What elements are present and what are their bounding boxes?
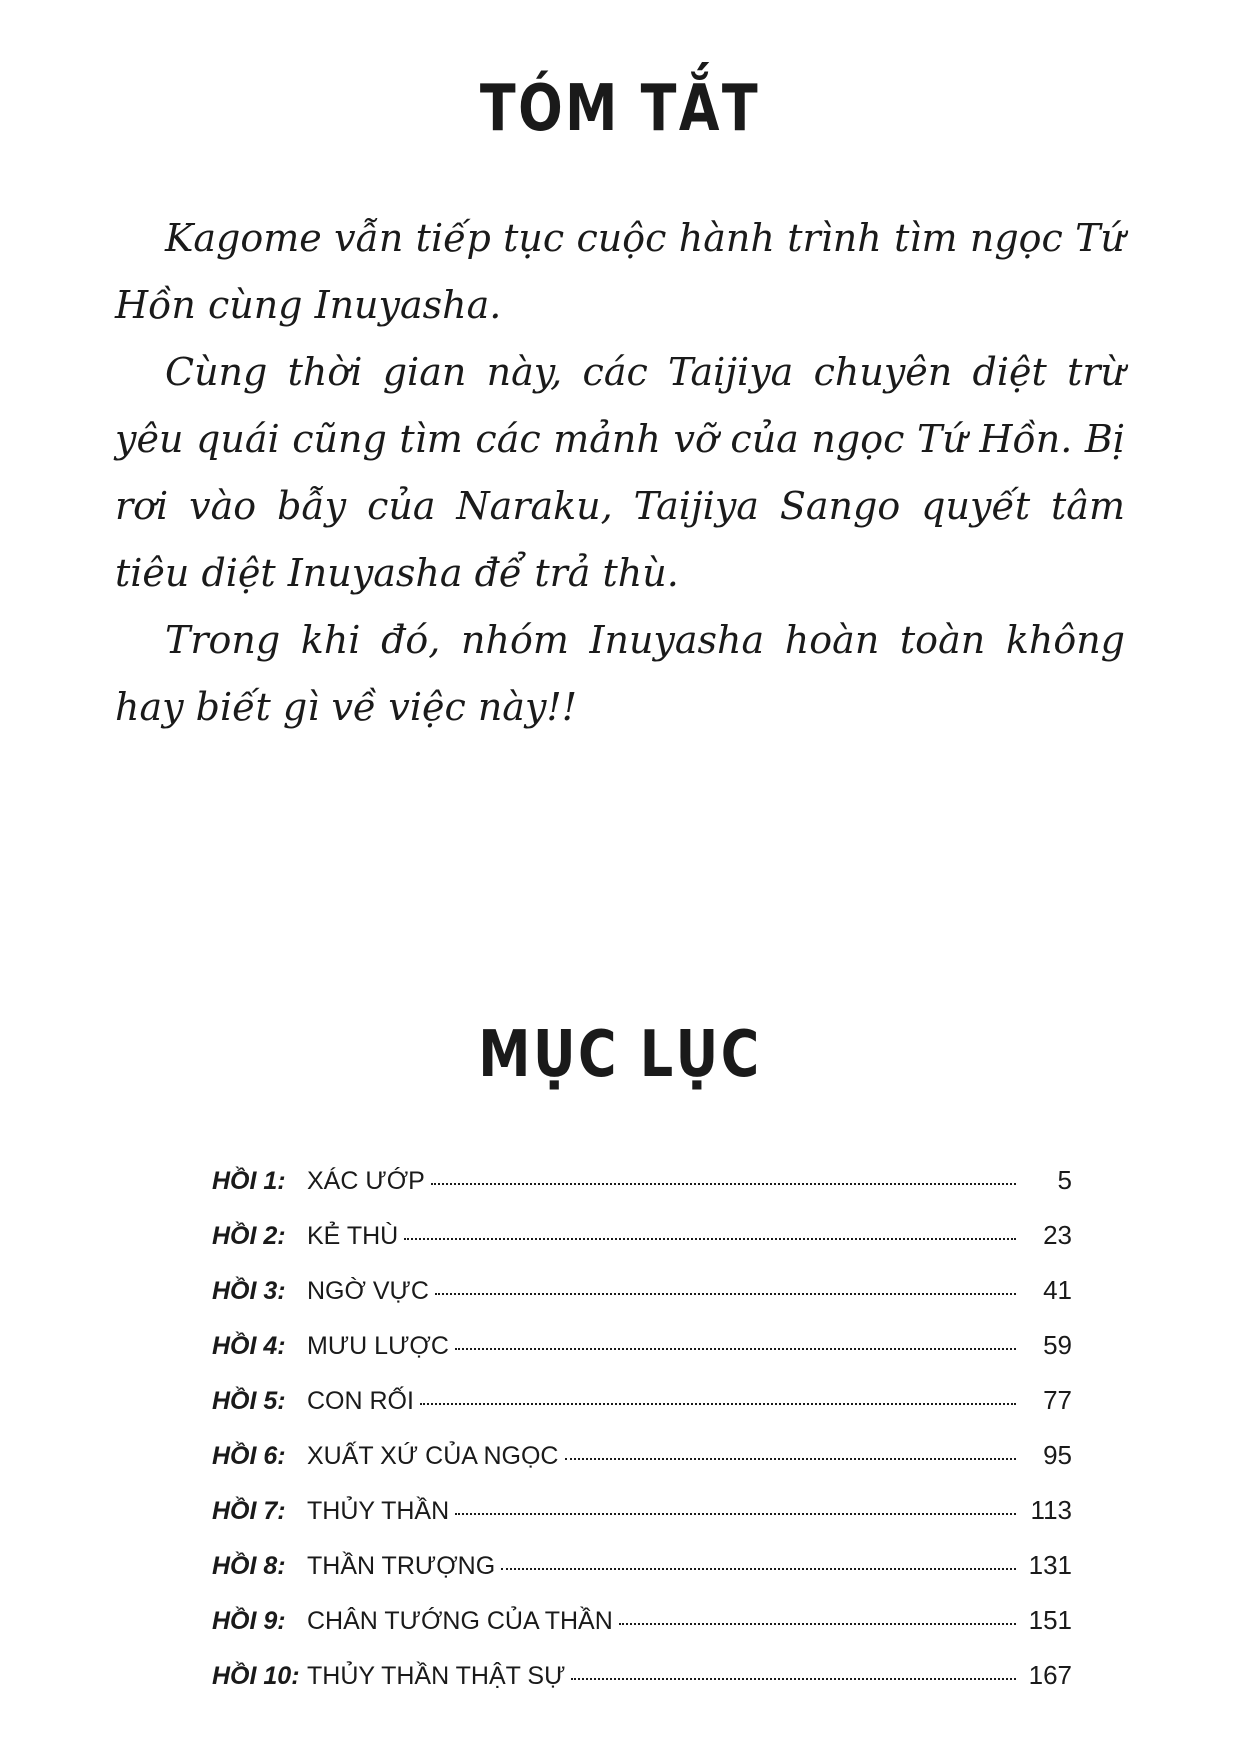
- page-number: 5: [1057, 1165, 1072, 1195]
- dot-leader: [404, 1238, 1016, 1240]
- toc-entry: [212, 1440, 1072, 1495]
- chapter-name: NGỜ VỰC: [307, 1277, 429, 1305]
- dot-leader: [501, 1568, 1016, 1570]
- chapter-number: HỒI 2:: [212, 1222, 286, 1250]
- summary-paragraph: Cùng thời gian này, các Taijiya chuyên diệt trừ yêu quái cũng tìm các mảnh vỡ của ngọc Tứ Hồn. Bị rơi vào bẫy của Naraku, Taijiya Sango quyết tâm tiêu diệt Inuyasha để trả thù.: [115, 350, 1125, 595]
- summary-paragraph: Kagome vẫn tiếp tục cuộc hành trình tìm ngọc Tứ Hồn cùng Inuyasha.: [115, 216, 1125, 327]
- page-number: 167: [1028, 1660, 1072, 1690]
- summary-paragraph: Trong khi đó, nhóm Inuyasha hoàn toàn không hay biết gì về việc này!!: [115, 618, 1125, 729]
- chapter-name: XUẤT XỨ CỦA NGỌC: [307, 1442, 559, 1470]
- toc-entry: [212, 1220, 1072, 1275]
- summary-body: [115, 205, 1125, 741]
- dot-leader: [431, 1183, 1016, 1185]
- page-number: 23: [1043, 1220, 1072, 1250]
- toc-entry: [212, 1605, 1072, 1660]
- chapter-name: MƯU LƯỢC: [307, 1332, 449, 1360]
- toc-entry: [212, 1165, 1072, 1220]
- page-number: 59: [1043, 1330, 1072, 1360]
- page-number: 131: [1028, 1550, 1072, 1580]
- toc-entry: [212, 1275, 1072, 1330]
- chapter-number: HỒI 4:: [212, 1332, 286, 1360]
- page-number: 151: [1028, 1605, 1072, 1635]
- dot-leader: [565, 1458, 1017, 1460]
- chapter-name: THỦY THẦN: [307, 1497, 450, 1525]
- chapter-name: CHÂN TƯỚNG CỦA THẦN: [307, 1607, 613, 1635]
- chapter-name: XÁC ƯỚP: [307, 1167, 425, 1195]
- chapter-number: HỒI 10:: [212, 1662, 300, 1690]
- page-number: 95: [1043, 1440, 1072, 1470]
- dot-leader: [455, 1348, 1016, 1350]
- table-of-contents: [212, 1165, 1072, 1715]
- toc-entry: [212, 1495, 1072, 1550]
- dot-leader: [455, 1513, 1016, 1515]
- chapter-number: HỒI 7:: [212, 1497, 286, 1525]
- dot-leader: [420, 1403, 1016, 1405]
- toc-entry: [212, 1330, 1072, 1385]
- page-number: 113: [1030, 1495, 1072, 1525]
- chapter-number: HỒI 1:: [212, 1167, 286, 1195]
- toc-title: MỤC LỤC: [478, 1018, 762, 1092]
- toc-entry: [212, 1385, 1072, 1440]
- dot-leader: [619, 1623, 1016, 1625]
- chapter-number: HỒI 8:: [212, 1552, 286, 1580]
- toc-entry: [212, 1660, 1072, 1715]
- dot-leader: [571, 1678, 1016, 1680]
- dot-leader: [435, 1293, 1016, 1295]
- chapter-number: HỒI 5:: [212, 1387, 286, 1415]
- page-number: 41: [1043, 1275, 1072, 1305]
- chapter-number: HỒI 3:: [212, 1277, 286, 1305]
- chapter-number: HỒI 6:: [212, 1442, 286, 1470]
- chapter-name: CON RỐI: [307, 1387, 414, 1415]
- page-number: 77: [1043, 1385, 1072, 1415]
- chapter-number: HỒI 9:: [212, 1607, 286, 1635]
- chapter-name: THỦY THẦN THẬT SỰ: [307, 1662, 566, 1690]
- chapter-name: KẺ THÙ: [307, 1222, 399, 1250]
- toc-entry: [212, 1550, 1072, 1605]
- chapter-name: THẦN TRƯỢNG: [307, 1552, 496, 1580]
- summary-title: TÓM TẮT: [479, 72, 761, 146]
